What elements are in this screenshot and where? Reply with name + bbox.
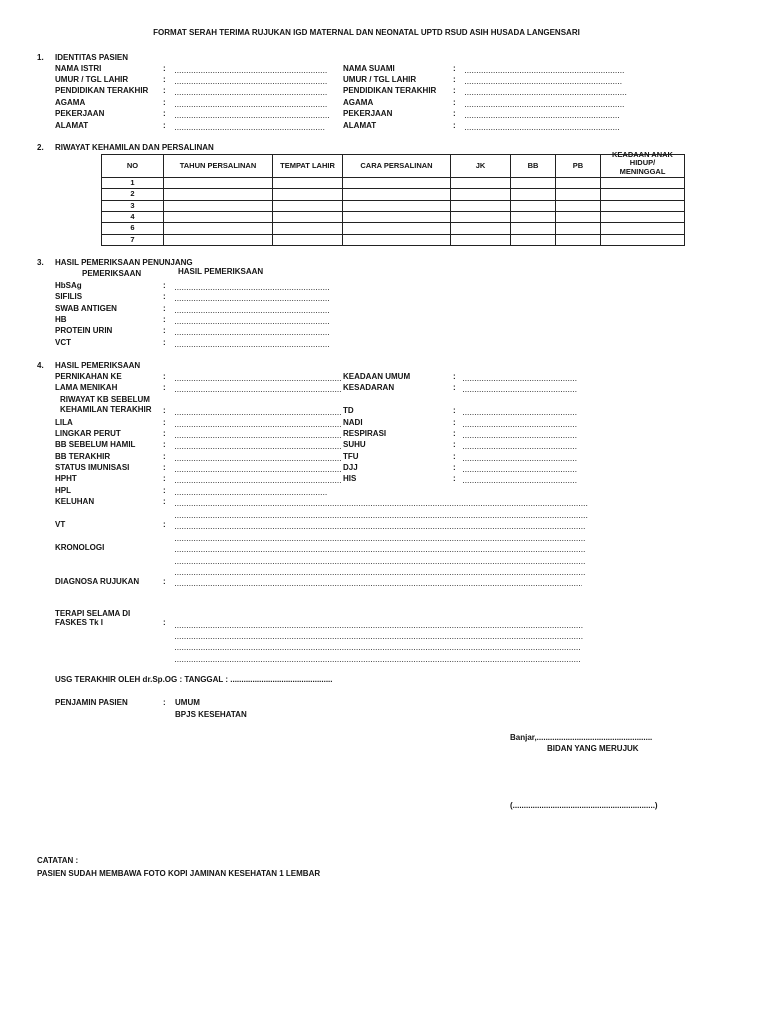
fill-line bbox=[465, 117, 620, 118]
fill-line bbox=[175, 649, 580, 650]
fill-line bbox=[463, 414, 577, 415]
row-number-cell: 7 bbox=[102, 235, 164, 246]
field-label-pendidikan-suami: PENDIDIKAN TERAKHIR bbox=[343, 86, 437, 95]
field-label-terapi: TERAPI SELAMA DI bbox=[55, 609, 131, 618]
colon: : bbox=[163, 109, 166, 118]
column-header-keadaan-anak bbox=[601, 149, 685, 178]
fill-line bbox=[175, 94, 327, 95]
fill-line bbox=[175, 300, 330, 301]
test-label-sifilis: SIFILIS bbox=[55, 292, 83, 301]
table-cell bbox=[451, 212, 511, 223]
section-heading-penunjang: HASIL PEMERIKSAAN PENUNJANG bbox=[55, 258, 193, 267]
table-cell bbox=[511, 223, 556, 234]
field-label-lila: LILA bbox=[55, 418, 73, 427]
row-number-cell: 4 bbox=[102, 212, 164, 223]
test-label-vct: VCT bbox=[55, 338, 71, 347]
fill-line bbox=[465, 72, 625, 73]
field-label-hpl: HPL bbox=[55, 486, 71, 495]
fill-line bbox=[175, 540, 586, 541]
exam-row bbox=[0, 510, 768, 519]
table-cell bbox=[273, 178, 343, 189]
table-cell bbox=[451, 201, 511, 212]
colon: : bbox=[163, 75, 166, 84]
colon: : bbox=[163, 577, 166, 586]
table-cell bbox=[343, 178, 451, 189]
colon: : bbox=[163, 292, 166, 301]
exam-row bbox=[0, 430, 768, 439]
exam-row bbox=[0, 544, 768, 553]
fill-line bbox=[175, 117, 330, 118]
fill-line bbox=[175, 551, 586, 552]
colon: : bbox=[163, 486, 166, 495]
exam-row bbox=[0, 521, 768, 530]
table-cell bbox=[511, 189, 556, 200]
field-label-bb-sebelum-hamil: BB SEBELUM HAMIL bbox=[55, 440, 136, 449]
table-cell bbox=[601, 223, 685, 234]
field-label-td: TD bbox=[343, 406, 354, 415]
fill-line bbox=[175, 380, 341, 381]
test-label-hbsag: HbSAg bbox=[55, 281, 82, 290]
exam-row bbox=[0, 556, 768, 565]
fill-line bbox=[175, 448, 341, 449]
field-label-kronologi: KRONOLOGI bbox=[55, 543, 105, 552]
field-label-bb-terakhir: BB TERAKHIR bbox=[55, 452, 111, 461]
table-cell bbox=[601, 201, 685, 212]
form-title: FORMAT SERAH TERIMA RUJUKAN IGD MATERNAL DAN NEONATAL UPTD RSUD ASIH HUSADA LANGENSARI bbox=[153, 28, 580, 37]
colon: : bbox=[163, 452, 166, 461]
test-row bbox=[0, 316, 768, 325]
exam-row bbox=[0, 384, 768, 393]
fill-line bbox=[175, 129, 325, 130]
penjamin-option-umum: UMUM bbox=[175, 698, 200, 707]
colon: : bbox=[163, 463, 166, 472]
table-cell bbox=[556, 212, 601, 223]
table-cell bbox=[273, 235, 343, 246]
colon: : bbox=[453, 383, 456, 392]
fill-line bbox=[175, 391, 341, 392]
field-label-hpht: HPHT bbox=[55, 474, 77, 483]
colon: : bbox=[453, 406, 456, 415]
section-heading-identitas: IDENTITAS PASIEN bbox=[55, 53, 129, 62]
colon: : bbox=[453, 440, 456, 449]
fill-line bbox=[463, 471, 577, 472]
field-label-pernikahan-ke: PERNIKAHAN KE bbox=[55, 372, 122, 381]
table-cell bbox=[273, 223, 343, 234]
colon: : bbox=[163, 121, 166, 130]
field-label-riwayat-kb: RIWAYAT KB SEBELUM bbox=[60, 395, 150, 404]
table-cell bbox=[164, 189, 273, 200]
colon: : bbox=[453, 418, 456, 427]
colon: : bbox=[163, 98, 166, 107]
colon: : bbox=[163, 429, 166, 438]
field-label-tfu: TFU bbox=[343, 452, 359, 461]
table-cell bbox=[273, 201, 343, 212]
exam-row bbox=[0, 498, 768, 507]
colon: : bbox=[453, 121, 456, 130]
field-label-pekerjaan-istri: PEKERJAAN bbox=[55, 109, 105, 118]
colon: : bbox=[453, 86, 456, 95]
table-cell bbox=[511, 201, 556, 212]
colon: : bbox=[163, 406, 166, 415]
column-header-tahun-persalinan: TAHUN PERSALINAN bbox=[164, 155, 273, 178]
header-line: MENINGGAL bbox=[619, 166, 666, 176]
table-cell bbox=[273, 212, 343, 223]
fill-line bbox=[175, 72, 327, 73]
field-label-vt: VT bbox=[55, 520, 66, 529]
fill-line bbox=[175, 289, 330, 290]
exam-row bbox=[0, 578, 768, 587]
exam-row bbox=[0, 699, 768, 708]
section-heading-riwayat: RIWAYAT KEHAMILAN DAN PERSALINAN bbox=[55, 143, 214, 152]
exam-row bbox=[0, 487, 768, 496]
table-cell bbox=[601, 212, 685, 223]
table-cell bbox=[556, 223, 601, 234]
test-row bbox=[0, 293, 768, 302]
table-cell bbox=[164, 212, 273, 223]
field-label-nadi: NADI bbox=[343, 418, 363, 427]
exam-row bbox=[0, 419, 768, 428]
exam-row bbox=[0, 619, 768, 628]
field-label-djj: DJJ bbox=[343, 463, 358, 472]
fill-line bbox=[465, 106, 625, 107]
fill-line bbox=[175, 574, 586, 575]
colon: : bbox=[163, 698, 166, 707]
fill-line bbox=[463, 460, 577, 461]
fill-line bbox=[175, 494, 327, 495]
colon: : bbox=[163, 315, 166, 324]
colon: : bbox=[453, 98, 456, 107]
table-cell bbox=[511, 178, 556, 189]
colon: : bbox=[163, 338, 166, 347]
fill-line bbox=[175, 517, 588, 518]
colon: : bbox=[163, 520, 166, 529]
usg-line: USG TERAKHIR OLEH dr.Sp.OG : TANGGAL : .............................................. bbox=[55, 675, 333, 684]
field-label-kesadaran: KESADARAN bbox=[343, 383, 395, 392]
test-label-swab-antigen: SWAB ANTIGEN bbox=[55, 304, 117, 313]
test-row bbox=[0, 339, 768, 348]
field-label-his: HIS bbox=[343, 474, 357, 483]
field-label-diagnosa-rujukan: DIAGNOSA RUJUKAN bbox=[55, 577, 140, 586]
fill-line bbox=[463, 426, 577, 427]
fill-line bbox=[175, 482, 341, 483]
table-cell bbox=[164, 201, 273, 212]
table-cell bbox=[164, 178, 273, 189]
column-header-no: NO bbox=[102, 155, 164, 178]
field-label-nama-suami: NAMA SUAMI bbox=[343, 64, 395, 73]
header-line: KEADAAN ANAK bbox=[612, 149, 673, 159]
fill-line bbox=[175, 437, 341, 438]
colon: : bbox=[453, 64, 456, 73]
identitas-row bbox=[0, 65, 768, 74]
colon: : bbox=[163, 474, 166, 483]
field-label-status-imunisasi: STATUS IMUNISASI bbox=[55, 463, 130, 472]
field-label-umur-istri: UMUR / TGL LAHIR bbox=[55, 75, 129, 84]
row-number-cell: 1 bbox=[102, 178, 164, 189]
exam-row bbox=[0, 631, 768, 640]
identitas-row bbox=[0, 110, 768, 119]
note-label: CATATAN : bbox=[37, 856, 79, 865]
table-cell bbox=[343, 201, 451, 212]
column-label-pemeriksaan: PEMERIKSAAN bbox=[82, 269, 142, 278]
section-number: 1. bbox=[37, 53, 44, 62]
colon: : bbox=[453, 474, 456, 483]
fill-line bbox=[465, 94, 627, 95]
section-number: 2. bbox=[37, 143, 44, 152]
place-date-line: Banjar,.................................................... bbox=[510, 733, 653, 742]
colon: : bbox=[163, 304, 166, 313]
table-cell bbox=[511, 235, 556, 246]
colon: : bbox=[163, 383, 166, 392]
header-line: HIDUP/ bbox=[629, 158, 656, 167]
fill-line bbox=[175, 346, 330, 347]
field-label-umur-suami: UMUR / TGL LAHIR bbox=[343, 75, 417, 84]
column-label-hasil: HASIL PEMERIKSAAN bbox=[178, 267, 264, 276]
table-cell bbox=[343, 235, 451, 246]
field-label-lama-menikah: LAMA MENIKAH bbox=[55, 383, 118, 392]
row-number-cell: 2 bbox=[102, 189, 164, 200]
identitas-row bbox=[0, 99, 768, 108]
fill-line bbox=[175, 638, 583, 639]
field-label-respirasi: RESPIRASI bbox=[343, 429, 387, 438]
colon: : bbox=[453, 75, 456, 84]
field-label-penjamin: PENJAMIN PASIEN bbox=[55, 698, 128, 707]
field-label-keadaan-umum: KEADAAN UMUM bbox=[343, 372, 411, 381]
exam-row bbox=[0, 464, 768, 473]
table-cell bbox=[164, 223, 273, 234]
fill-line bbox=[463, 391, 577, 392]
exam-row bbox=[0, 533, 768, 542]
column-header-bb: BB bbox=[511, 155, 556, 178]
fill-line bbox=[175, 563, 586, 564]
colon: : bbox=[453, 463, 456, 472]
fill-line bbox=[175, 83, 327, 84]
exam-row bbox=[0, 453, 768, 462]
fill-line bbox=[175, 627, 583, 628]
table-cell bbox=[343, 212, 451, 223]
exam-row bbox=[0, 396, 768, 405]
fill-line bbox=[175, 505, 588, 506]
field-label-alamat-suami: ALAMAT bbox=[343, 121, 377, 130]
field-label-lingkar-perut: LINGKAR PERUT bbox=[55, 429, 121, 438]
fill-line bbox=[175, 426, 341, 427]
obstetric-history-table bbox=[101, 149, 685, 246]
fill-line bbox=[463, 437, 577, 438]
signer-role: BIDAN YANG MERUJUK bbox=[547, 744, 639, 753]
exam-row bbox=[0, 567, 768, 576]
colon: : bbox=[163, 618, 166, 627]
colon: : bbox=[163, 326, 166, 335]
colon: : bbox=[453, 452, 456, 461]
fill-line bbox=[175, 312, 330, 313]
row-number-cell: 3 bbox=[102, 201, 164, 212]
table-cell bbox=[451, 235, 511, 246]
fill-line bbox=[175, 334, 330, 335]
table-cell bbox=[343, 223, 451, 234]
table-cell bbox=[601, 235, 685, 246]
colon: : bbox=[163, 497, 166, 506]
field-label-faskes: FASKES Tk I bbox=[55, 618, 104, 627]
row-number-cell: 6 bbox=[102, 223, 164, 234]
table-cell bbox=[601, 189, 685, 200]
colon: : bbox=[163, 418, 166, 427]
fill-line bbox=[175, 460, 341, 461]
exam-row bbox=[0, 642, 768, 651]
field-label-agama-suami: AGAMA bbox=[343, 98, 374, 107]
field-label-suhu: SUHU bbox=[343, 440, 366, 449]
exam-row bbox=[0, 654, 768, 663]
note-text: PASIEN SUDAH MEMBAWA FOTO KOPI JAMINAN KESEHATAN 1 LEMBAR bbox=[37, 869, 321, 878]
fill-line bbox=[465, 83, 622, 84]
colon: : bbox=[163, 281, 166, 290]
column-header-cara-persalinan: CARA PERSALINAN bbox=[343, 155, 451, 178]
section-number: 3. bbox=[37, 258, 44, 267]
field-label-pendidikan-istri: PENDIDIKAN TERAKHIR bbox=[55, 86, 149, 95]
exam-row bbox=[0, 373, 768, 382]
identitas-row bbox=[0, 122, 768, 131]
table-cell bbox=[556, 189, 601, 200]
field-label-keluhan: KELUHAN bbox=[55, 497, 95, 506]
field-label-pekerjaan-suami: PEKERJAAN bbox=[343, 109, 393, 118]
signer-name-blank: (................................................................) bbox=[510, 801, 658, 810]
field-label-nama-istri: NAMA ISTRI bbox=[55, 64, 102, 73]
table-cell bbox=[601, 178, 685, 189]
fill-line bbox=[175, 528, 586, 529]
colon: : bbox=[453, 372, 456, 381]
table-cell bbox=[511, 212, 556, 223]
exam-row bbox=[0, 406, 768, 415]
colon: : bbox=[453, 429, 456, 438]
test-row bbox=[0, 282, 768, 291]
table-cell bbox=[556, 201, 601, 212]
column-header-tempat-lahir: TEMPAT LAHIR bbox=[273, 155, 343, 178]
section-number: 4. bbox=[37, 361, 44, 370]
fill-line bbox=[175, 414, 341, 415]
fill-line bbox=[463, 448, 577, 449]
identitas-row bbox=[0, 76, 768, 85]
section-heading-pemeriksaan: HASIL PEMERIKSAAN bbox=[55, 361, 141, 370]
colon: : bbox=[163, 372, 166, 381]
table-cell bbox=[164, 235, 273, 246]
colon: : bbox=[453, 109, 456, 118]
colon: : bbox=[163, 64, 166, 73]
table-cell bbox=[343, 189, 451, 200]
fill-line bbox=[463, 380, 577, 381]
fill-line bbox=[465, 129, 620, 130]
fill-line bbox=[175, 661, 580, 662]
table-cell bbox=[273, 189, 343, 200]
colon: : bbox=[163, 440, 166, 449]
fill-line bbox=[175, 106, 327, 107]
table-cell bbox=[451, 223, 511, 234]
exam-row bbox=[0, 441, 768, 450]
column-header-pb: PB bbox=[556, 155, 601, 178]
table-cell bbox=[556, 235, 601, 246]
test-row bbox=[0, 305, 768, 314]
column-header-jk: JK bbox=[451, 155, 511, 178]
table-cell bbox=[556, 178, 601, 189]
exam-row bbox=[0, 475, 768, 484]
fill-line bbox=[175, 585, 582, 586]
identitas-row bbox=[0, 87, 768, 96]
fill-line bbox=[463, 482, 577, 483]
fill-line bbox=[175, 471, 341, 472]
test-label-hb: HB bbox=[55, 315, 67, 324]
field-label-alamat-istri: ALAMAT bbox=[55, 121, 89, 130]
test-label-protein-urin: PROTEIN URIN bbox=[55, 326, 113, 335]
table-cell bbox=[451, 189, 511, 200]
field-label-agama-istri: AGAMA bbox=[55, 98, 86, 107]
table-cell bbox=[451, 178, 511, 189]
field-label-kehamilan-terakhir: KEHAMILAN TERAKHIR bbox=[60, 405, 152, 414]
penjamin-option-bpjs: BPJS KESEHATAN bbox=[175, 710, 247, 719]
fill-line bbox=[175, 323, 330, 324]
colon: : bbox=[163, 86, 166, 95]
test-row bbox=[0, 327, 768, 336]
